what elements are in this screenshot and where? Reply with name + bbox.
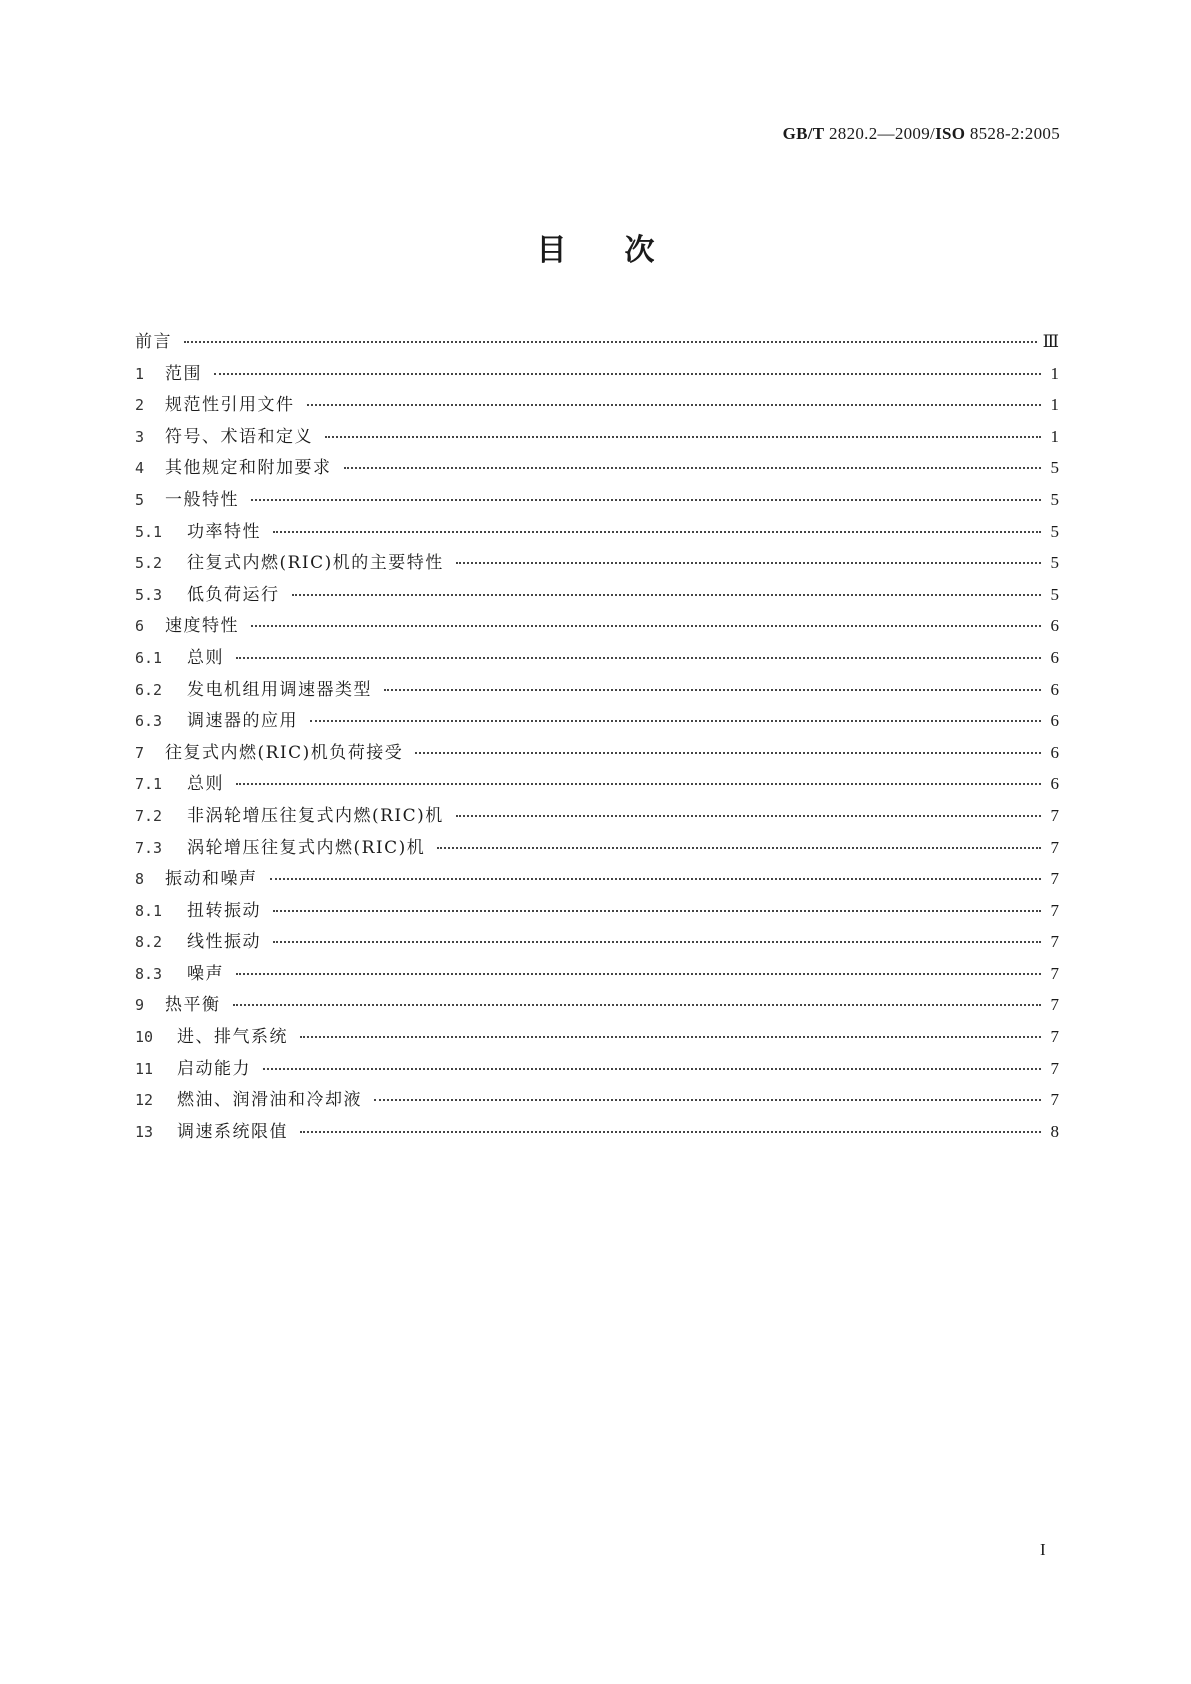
- toc-entry-number: 5: [135, 490, 145, 509]
- toc-entry-number: 3: [135, 427, 145, 446]
- toc-dot-leader: [273, 941, 1041, 943]
- toc-entry-number: 1: [135, 364, 145, 383]
- toc-entry-title: 往复式内燃(RIC)机负荷接受: [165, 742, 404, 763]
- toc-dot-leader: [236, 657, 1041, 659]
- toc-entry-number: 8.3: [135, 964, 163, 983]
- toc-entry-page: 7: [1050, 805, 1059, 825]
- toc-entry-title: 总则: [187, 647, 224, 668]
- toc-entry-title: 进、排气系统: [177, 1027, 288, 1048]
- toc-dot-leader: [270, 878, 1042, 880]
- toc-dot-leader: [273, 910, 1041, 912]
- toc-dot-leader: [307, 404, 1042, 406]
- table-of-contents: [135, 326, 1059, 1147]
- toc-entry[interactable]: [135, 1021, 1059, 1053]
- toc-dot-leader: [236, 783, 1041, 785]
- toc-entry-title: 前言: [135, 332, 172, 352]
- toc-entry-page: 5: [1050, 521, 1059, 541]
- page-number: I: [1040, 1540, 1046, 1559]
- toc-entry[interactable]: [135, 452, 1059, 484]
- toc-entry-page: 6: [1050, 711, 1059, 731]
- toc-entry-title: 振动和噪声: [165, 869, 258, 890]
- toc-entry[interactable]: [135, 642, 1059, 674]
- toc-entry-title: 其他规定和附加要求: [165, 458, 332, 479]
- toc-entry[interactable]: [135, 358, 1059, 390]
- toc-entry-number: 9: [135, 996, 145, 1015]
- toc-entry-number: 5.1: [135, 522, 163, 541]
- toc-entry-page: 5: [1050, 458, 1059, 478]
- toc-entry-title: 范围: [165, 363, 202, 384]
- toc-entry-number: 10: [135, 1028, 154, 1047]
- toc-entry-number: 4: [135, 459, 145, 478]
- toc-entry-page: 7: [1050, 932, 1059, 952]
- toc-entry[interactable]: [135, 958, 1059, 990]
- toc-entry-page: 5: [1050, 489, 1059, 509]
- toc-entry-number: 5.3: [135, 585, 163, 604]
- toc-dot-leader: [374, 1099, 1041, 1101]
- toc-entry-page: 6: [1050, 616, 1059, 636]
- toc-entry-page: 7: [1050, 1090, 1059, 1110]
- toc-entry-page: 7: [1050, 1027, 1059, 1047]
- toc-dot-leader: [233, 1004, 1042, 1006]
- toc-entry-title: 线性振动: [187, 932, 261, 953]
- toc-entry-page: 6: [1050, 647, 1059, 667]
- toc-entry-number: 2: [135, 396, 145, 415]
- toc-entry-number: 13: [135, 1122, 154, 1141]
- toc-dot-leader: [437, 847, 1041, 849]
- toc-dot-leader: [384, 689, 1041, 691]
- toc-entry-title: 往复式内燃(RIC)机的主要特性: [187, 553, 444, 574]
- toc-entry[interactable]: [135, 1053, 1059, 1085]
- iso-number: 8528-2:2005: [965, 124, 1060, 143]
- toc-entry-title: 总则: [187, 774, 224, 795]
- toc-entry-number: 12: [135, 1091, 154, 1110]
- toc-entry-title: 发电机组用调速器类型: [187, 679, 372, 700]
- standard-code-header: [783, 124, 1060, 144]
- toc-entry[interactable]: [135, 863, 1059, 895]
- page-title: 目次: [536, 233, 713, 268]
- toc-entry-number: 6.1: [135, 648, 163, 667]
- toc-entry-title: 涡轮增压往复式内燃(RIC)机: [187, 837, 426, 858]
- toc-entry-page: 1: [1050, 395, 1059, 415]
- toc-dot-leader: [214, 373, 1041, 375]
- toc-entry-number: 7.1: [135, 775, 163, 794]
- toc-entry-number: 6: [135, 617, 145, 636]
- toc-entry-title: 符号、术语和定义: [165, 426, 313, 447]
- toc-entry-number: 5.2: [135, 554, 163, 573]
- toc-entry[interactable]: [135, 674, 1059, 706]
- toc-entry-title: 功率特性: [187, 521, 261, 542]
- toc-dot-leader: [456, 562, 1041, 564]
- toc-dot-leader: [300, 1131, 1041, 1133]
- toc-entry-title: 调速器的应用: [187, 711, 298, 732]
- toc-entry-number: 7.2: [135, 806, 163, 825]
- toc-entry-title: 规范性引用文件: [165, 395, 295, 416]
- toc-entry[interactable]: [135, 800, 1059, 832]
- toc-entry[interactable]: [135, 389, 1059, 421]
- standard-prefix-gbt: GB/T: [782, 124, 825, 143]
- toc-entry-number: 7.3: [135, 838, 163, 857]
- toc-entry-number: 11: [135, 1059, 154, 1078]
- toc-entry[interactable]: [135, 547, 1059, 579]
- toc-dot-leader: [273, 531, 1041, 533]
- toc-entry-number: 7: [135, 743, 145, 762]
- toc-entry[interactable]: [135, 610, 1059, 642]
- toc-dot-leader: [263, 1068, 1041, 1070]
- toc-entry-title: 调速系统限值: [177, 1121, 288, 1142]
- toc-dot-leader: [415, 752, 1041, 754]
- toc-entry[interactable]: [135, 989, 1059, 1021]
- toc-entry[interactable]: [135, 768, 1059, 800]
- toc-entry[interactable]: [135, 326, 1059, 358]
- toc-entry-title: 启动能力: [177, 1058, 251, 1079]
- toc-entry-page: 8: [1050, 1121, 1059, 1141]
- toc-entry-page: 6: [1050, 774, 1059, 794]
- toc-entry-number: 6.3: [135, 712, 163, 731]
- toc-dot-leader: [292, 594, 1042, 596]
- toc-entry-number: 8.1: [135, 901, 163, 920]
- toc-entry-number: 8.2: [135, 933, 163, 952]
- toc-entry-page: Ⅲ: [1042, 332, 1059, 351]
- toc-entry-title: 非涡轮增压往复式内燃(RIC)机: [187, 805, 444, 826]
- toc-entry-page: 7: [1050, 995, 1059, 1015]
- toc-entry-page: 7: [1050, 869, 1059, 889]
- toc-entry-page: 7: [1050, 963, 1059, 983]
- toc-entry[interactable]: [135, 421, 1059, 453]
- toc-dot-leader: [325, 436, 1041, 438]
- toc-dot-leader: [344, 467, 1042, 469]
- toc-entry-title: 扭转振动: [187, 900, 261, 921]
- toc-entry[interactable]: [135, 926, 1059, 958]
- toc-entry[interactable]: [135, 579, 1059, 611]
- toc-entry-title: 一般特性: [165, 489, 239, 510]
- toc-entry-title: 速度特性: [165, 616, 239, 637]
- toc-dot-leader: [310, 720, 1041, 722]
- toc-entry-page: 7: [1050, 1058, 1059, 1078]
- toc-entry[interactable]: [135, 832, 1059, 864]
- toc-entry-title: 低负荷运行: [187, 584, 280, 605]
- toc-entry-page: 7: [1050, 837, 1059, 857]
- toc-entry[interactable]: [135, 516, 1059, 548]
- toc-entry[interactable]: [135, 895, 1059, 927]
- toc-dot-leader: [251, 499, 1041, 501]
- toc-entry-page: 1: [1050, 363, 1059, 383]
- standard-number: 2820.2—2009/: [824, 124, 936, 143]
- toc-entry-page: 6: [1050, 742, 1059, 762]
- toc-entry-page: 1: [1050, 426, 1059, 446]
- toc-entry[interactable]: [135, 737, 1059, 769]
- toc-entry-title: 热平衡: [165, 995, 221, 1016]
- toc-entry[interactable]: [135, 705, 1059, 737]
- toc-dot-leader: [184, 341, 1037, 343]
- toc-dot-leader: [251, 625, 1041, 627]
- toc-entry-number: 6.2: [135, 680, 163, 699]
- toc-entry-number: 8: [135, 870, 145, 889]
- toc-dot-leader: [300, 1036, 1041, 1038]
- standard-prefix-iso: ISO: [935, 124, 966, 143]
- toc-entry[interactable]: [135, 484, 1059, 516]
- toc-entry[interactable]: [135, 1116, 1059, 1148]
- toc-entry-page: 6: [1050, 679, 1059, 699]
- toc-entry-title: 噪声: [187, 963, 224, 984]
- toc-entry-title: 燃油、润滑油和冷却液: [177, 1090, 362, 1111]
- toc-dot-leader: [236, 973, 1041, 975]
- toc-entry-page: 5: [1050, 584, 1059, 604]
- toc-entry-page: 7: [1050, 900, 1059, 920]
- toc-entry-page: 5: [1050, 553, 1059, 573]
- toc-dot-leader: [456, 815, 1041, 817]
- toc-entry[interactable]: [135, 1084, 1059, 1116]
